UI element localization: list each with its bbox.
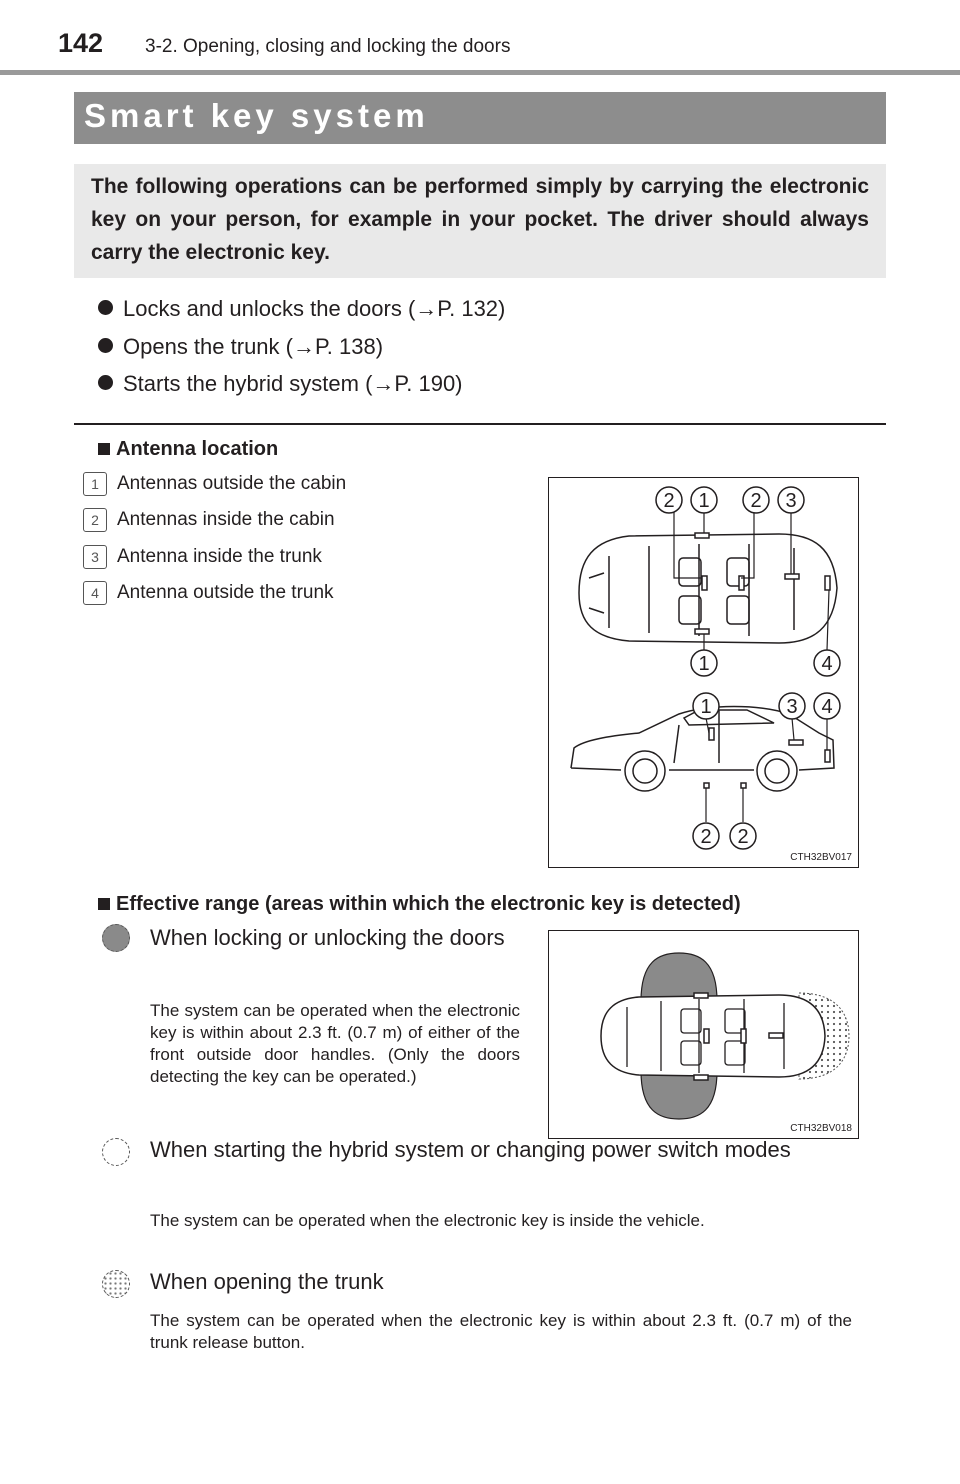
range-diagram <box>549 931 858 1138</box>
range-item-body: The system can be operated when the electronic key is within about 2.3 ft. (0.7 m) of either of the front outside door handles. (Only the doors detecting the key can be operated.) <box>150 1001 520 1086</box>
callout-label: 3 <box>785 490 797 512</box>
legend-number: 1 <box>83 472 107 496</box>
bullet-text: Opens the trunk (→P. 138) <box>123 334 384 359</box>
legend-label: Antenna outside the trunk <box>117 582 334 603</box>
range-item-body: The system can be operated when the electronic key is inside the vehicle. <box>150 1211 705 1230</box>
square-bullet-icon <box>98 443 110 455</box>
intro-text: The following operations can be performed simply by carrying the electronic key on your person, for example in your pocket. The driver should always carry the electronic key. <box>91 175 869 264</box>
legend-number: 4 <box>83 581 107 605</box>
callout-label: 1 <box>698 490 710 512</box>
legend-number: 2 <box>83 508 107 532</box>
antenna-heading <box>98 438 278 461</box>
dotted-zone-icon <box>102 1270 130 1298</box>
header-rule <box>0 70 960 75</box>
legend-label: Antennas inside the cabin <box>117 509 335 530</box>
callout-label: 3 <box>786 696 798 718</box>
bullet-icon <box>98 375 113 390</box>
range-item-title: When opening the trunk <box>150 1269 384 1294</box>
page-number: 142 <box>58 28 104 58</box>
callout-label: 2 <box>663 490 675 512</box>
range-item-title: When starting the hybrid system or changing power switch modes <box>150 1137 791 1162</box>
legend-number: 3 <box>83 545 107 569</box>
callout-label: 4 <box>821 653 833 675</box>
antenna-heading-text: Antenna location <box>116 438 279 460</box>
bullet-text: Locks and unlocks the doors (→P. 132) <box>123 296 506 321</box>
range-heading-text: Effective range (areas within which the electronic key is detected) <box>116 893 741 915</box>
square-bullet-icon <box>98 898 110 910</box>
effective-range-figure <box>548 930 859 1139</box>
figure-code: CTH32BV018 <box>790 1123 852 1134</box>
callout-label: 2 <box>737 826 749 848</box>
callout-label: 2 <box>700 826 712 848</box>
bullet-item <box>98 371 463 397</box>
bullet-item <box>98 334 383 360</box>
bullet-text: Starts the hybrid system (→P. 190) <box>123 371 463 396</box>
bullet-icon <box>98 300 113 315</box>
chapter-title: 3-2. Opening, closing and locking the doors <box>145 36 511 57</box>
cabin-zone-icon <box>102 1138 130 1166</box>
legend-label: Antenna inside the trunk <box>117 546 322 567</box>
antenna-location-figure <box>548 477 859 868</box>
section-rule <box>74 423 886 425</box>
range-heading <box>98 893 741 916</box>
callout-label: 4 <box>821 696 833 718</box>
bullet-item <box>98 296 505 322</box>
range-item-title: When locking or unlocking the doors <box>150 925 505 950</box>
callout-label: 2 <box>750 490 762 512</box>
callout-label: 1 <box>698 653 710 675</box>
range-item-body: The system can be operated when the electronic key is within about 2.3 ft. (0.7 m) of the trunk release button. <box>150 1311 852 1352</box>
antenna-diagram <box>549 478 858 867</box>
legend-label: Antennas outside the cabin <box>117 473 347 494</box>
section-title: Smart key system <box>84 97 429 134</box>
figure-code: CTH32BV017 <box>790 852 852 863</box>
callout-label: 1 <box>700 696 712 718</box>
solid-zone-icon <box>102 924 130 952</box>
bullet-icon <box>98 338 113 353</box>
